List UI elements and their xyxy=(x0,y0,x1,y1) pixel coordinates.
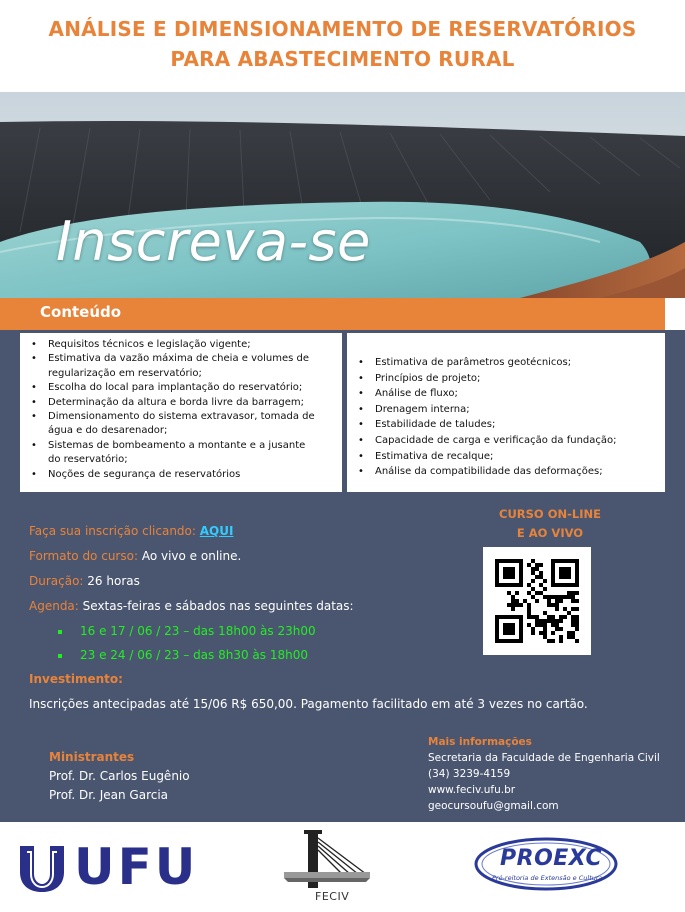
footer-logos xyxy=(0,822,685,912)
list-item: • Dimensionamento do sistema extravasor, tomada de xyxy=(48,410,336,424)
duration-label: Duração: xyxy=(29,574,84,588)
registration-line xyxy=(29,524,233,538)
schedule-date-text: 16 e 17 / 06 / 23 – das 18h00 às 23h00 xyxy=(80,624,316,638)
qr-code[interactable] xyxy=(483,547,591,655)
list-item: • Análise de fluxo; xyxy=(375,386,659,402)
format-label: Formato do curso: xyxy=(29,549,138,563)
instructor-name: Prof. Dr. Jean Garcia xyxy=(49,788,169,802)
duration-line xyxy=(29,574,140,588)
list-item-continuation: água e do desarenador; xyxy=(48,425,168,437)
investment-label: Investimento: xyxy=(29,672,123,686)
content-heading-bar xyxy=(0,298,665,330)
list-item: • Estimativa de parâmetros geotécnicos; xyxy=(375,355,659,371)
qr-code-icon xyxy=(495,559,579,643)
duration-value: 26 horas xyxy=(87,574,140,588)
more-info-line: geocursoufu@gmail.com xyxy=(428,800,559,812)
title-block xyxy=(0,0,685,92)
bullet-icon xyxy=(58,654,62,658)
hero-image-reservoir xyxy=(0,92,685,298)
list-item: • Estabilidade de taludes; xyxy=(375,417,659,433)
proexc-subtitle: Pró-reitoria de Extensão e Cultura xyxy=(492,874,603,882)
feciv-logo-icon xyxy=(282,828,372,890)
online-course-line-2: E AO VIVO xyxy=(516,526,584,540)
list-item-continuation: do reservatório; xyxy=(48,454,128,466)
list-item: • Estimativa da vazão máxima de cheia e volumes de xyxy=(48,352,336,366)
list-item: • Requisitos técnicos e legislação vigente; xyxy=(48,338,336,352)
page-title-line-1: ANÁLISE E DIMENSIONAMENTO DE RESERVATÓRIOS xyxy=(48,17,637,41)
list-item-continuation: regularização em reservatório; xyxy=(48,367,202,379)
feciv-logo: FECIV xyxy=(315,890,350,903)
investment-heading xyxy=(29,672,123,686)
content-heading: Conteúdo xyxy=(40,303,122,321)
online-course-line-1: CURSO ON-LINE xyxy=(499,507,601,521)
schedule-date-2 xyxy=(58,648,308,662)
content-list-right xyxy=(347,333,665,492)
more-info-title: Mais informações xyxy=(428,736,532,748)
schedule-date-1 xyxy=(58,624,316,638)
format-value: Ao vivo e online. xyxy=(141,549,242,563)
hero-tagline: Inscreva-se xyxy=(56,210,371,273)
schedule-value: Sextas-feiras e sábados nas seguintes datas: xyxy=(82,599,354,613)
schedule-label: Agenda: xyxy=(29,599,79,613)
list-item: • Estimativa de recalque; xyxy=(375,449,659,465)
instructor-name: Prof. Dr. Carlos Eugênio xyxy=(49,769,190,783)
registration-label: Faça sua inscrição clicando: xyxy=(29,524,196,538)
instructors-title: Ministrantes xyxy=(49,750,135,764)
format-line xyxy=(29,549,241,563)
bullet-icon xyxy=(58,630,62,634)
registration-link[interactable]: AQUI xyxy=(199,524,234,538)
list-item: • Noções de segurança de reservatórios xyxy=(48,468,336,482)
online-course-title xyxy=(480,505,620,543)
list-item: • Sistemas de bombeamento a montante e a jusante xyxy=(48,439,336,453)
list-item: • Drenagem interna; xyxy=(375,402,659,418)
ufu-emblem-icon xyxy=(16,842,68,894)
ufu-logo: UFU xyxy=(74,838,199,896)
list-item: • Capacidade de carga e verificação da fundação; xyxy=(375,433,659,449)
schedule-line xyxy=(29,599,354,613)
list-item: • Análise da compatibilidade das deformações; xyxy=(375,464,659,480)
more-info-line: (34) 3239-4159 xyxy=(428,768,511,780)
list-item: • Princípios de projeto; xyxy=(375,371,659,387)
content-list-left xyxy=(20,333,342,492)
more-info-line: www.feciv.ufu.br xyxy=(428,784,516,796)
more-info-line: Secretaria da Faculdade de Engenharia Civil xyxy=(428,752,660,764)
schedule-date-text: 23 e 24 / 06 / 23 – das 8h30 às 18h00 xyxy=(80,648,308,662)
proexc-logo: PROEXC xyxy=(500,846,603,871)
page-title-line-2: PARA ABASTECIMENTO RURAL xyxy=(170,47,515,71)
investment-text: Inscrições antecipadas até 15/06 R$ 650,00. Pagamento facilitado em até 3 vezes no cartão. xyxy=(29,697,588,711)
list-item: • Escolha do local para implantação do reservatório; xyxy=(48,381,336,395)
list-item: • Determinação da altura e borda livre da barragem; xyxy=(48,396,336,410)
